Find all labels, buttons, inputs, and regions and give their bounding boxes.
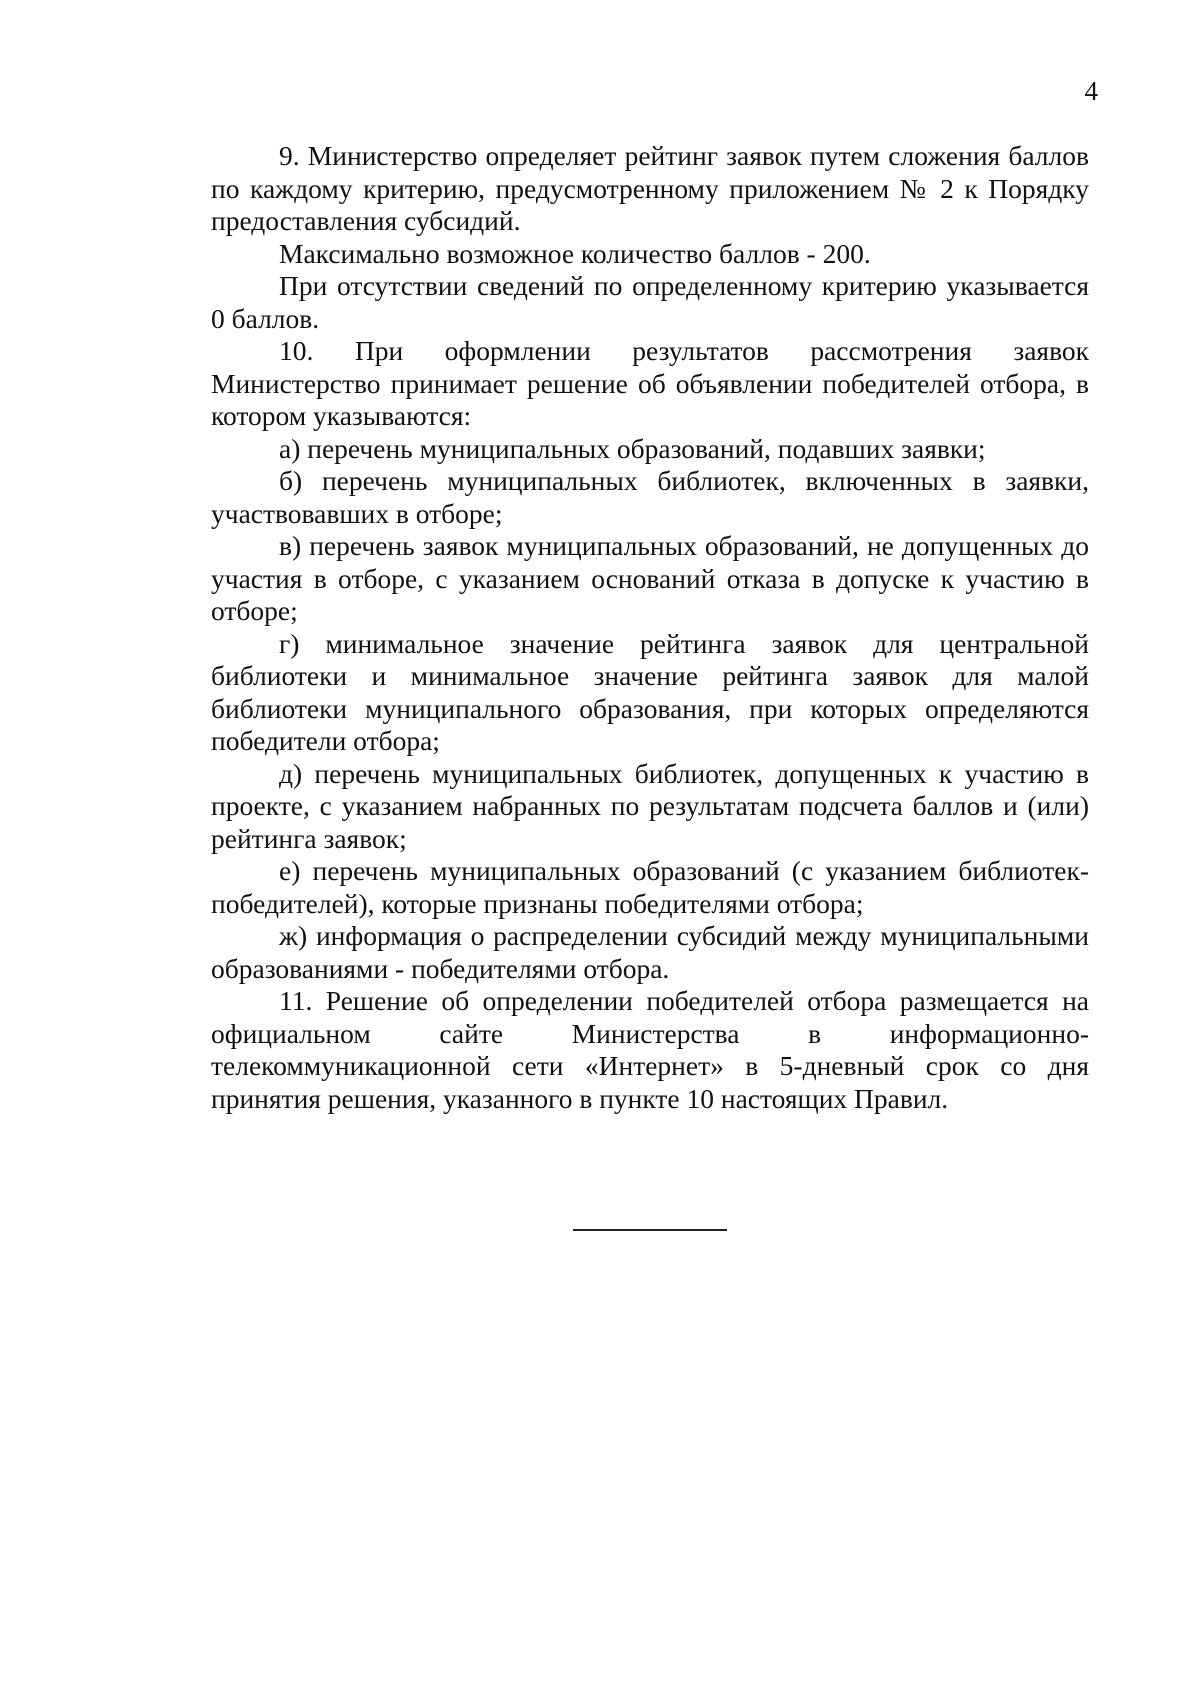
list-item-e: е) перечень муниципальных образований (с указанием библиотек-победителей), которые признаны победителями отбора;: [211, 855, 1089, 919]
list-item-d: д) перечень муниципальных библиотек, допущенных к участию в проекте, с указанием набранных по результатам подсчета баллов и (или) рейтинга заявок;: [211, 757, 1089, 854]
list-item-g: г) минимальное значение рейтинга заявок для центральной библиотеки и минимальное значение рейтинга заявок для малой библиотеки муниципального образования, при которых определяются победители отбора;: [211, 627, 1089, 756]
paragraph-max-score: Максимально возможное количество баллов - 200.: [279, 237, 871, 269]
page-number: 4: [1084, 76, 1098, 106]
list-item-a: а) перечень муниципальных образований, подавших заявки;: [279, 432, 986, 464]
paragraph-10: 10. При оформлении результатов рассмотрения заявок Министерство принимает решение об объявлении победителей отбора, в котором указываются:: [211, 335, 1089, 431]
list-item-b: б) перечень муниципальных библиотек, включенных в заявки, участвовавших в отборе;: [211, 465, 1089, 529]
document-body: [211, 140, 1089, 1115]
list-item-v: в) перечень заявок муниципальных образований, не допущенных до участия в отборе, с указанием оснований отказа в допуске к участию в отборе;: [211, 530, 1089, 626]
paragraph-11: 11. Решение об определении победителей отбора размещается на официальном сайте Министерства в информационно-телекоммуникационной сети «Интернет» в 5-дневный срок со дня принятия решения, указанного в пункте 10 настоящих Правил.: [211, 985, 1089, 1114]
end-of-document-rule: [573, 1229, 727, 1231]
list-item-zh: ж) информация о распределении субсидий между муниципальными образованиями - победителями отбора.: [211, 920, 1089, 984]
paragraph-missing-data: При отсутствии сведений по определенному критерию указывается 0 баллов.: [211, 270, 1089, 334]
paragraph-9: 9. Министерство определяет рейтинг заявок путем сложения баллов по каждому критерию, предусмотренному приложением № 2 к Порядку предоставления субсидий.: [211, 140, 1089, 236]
